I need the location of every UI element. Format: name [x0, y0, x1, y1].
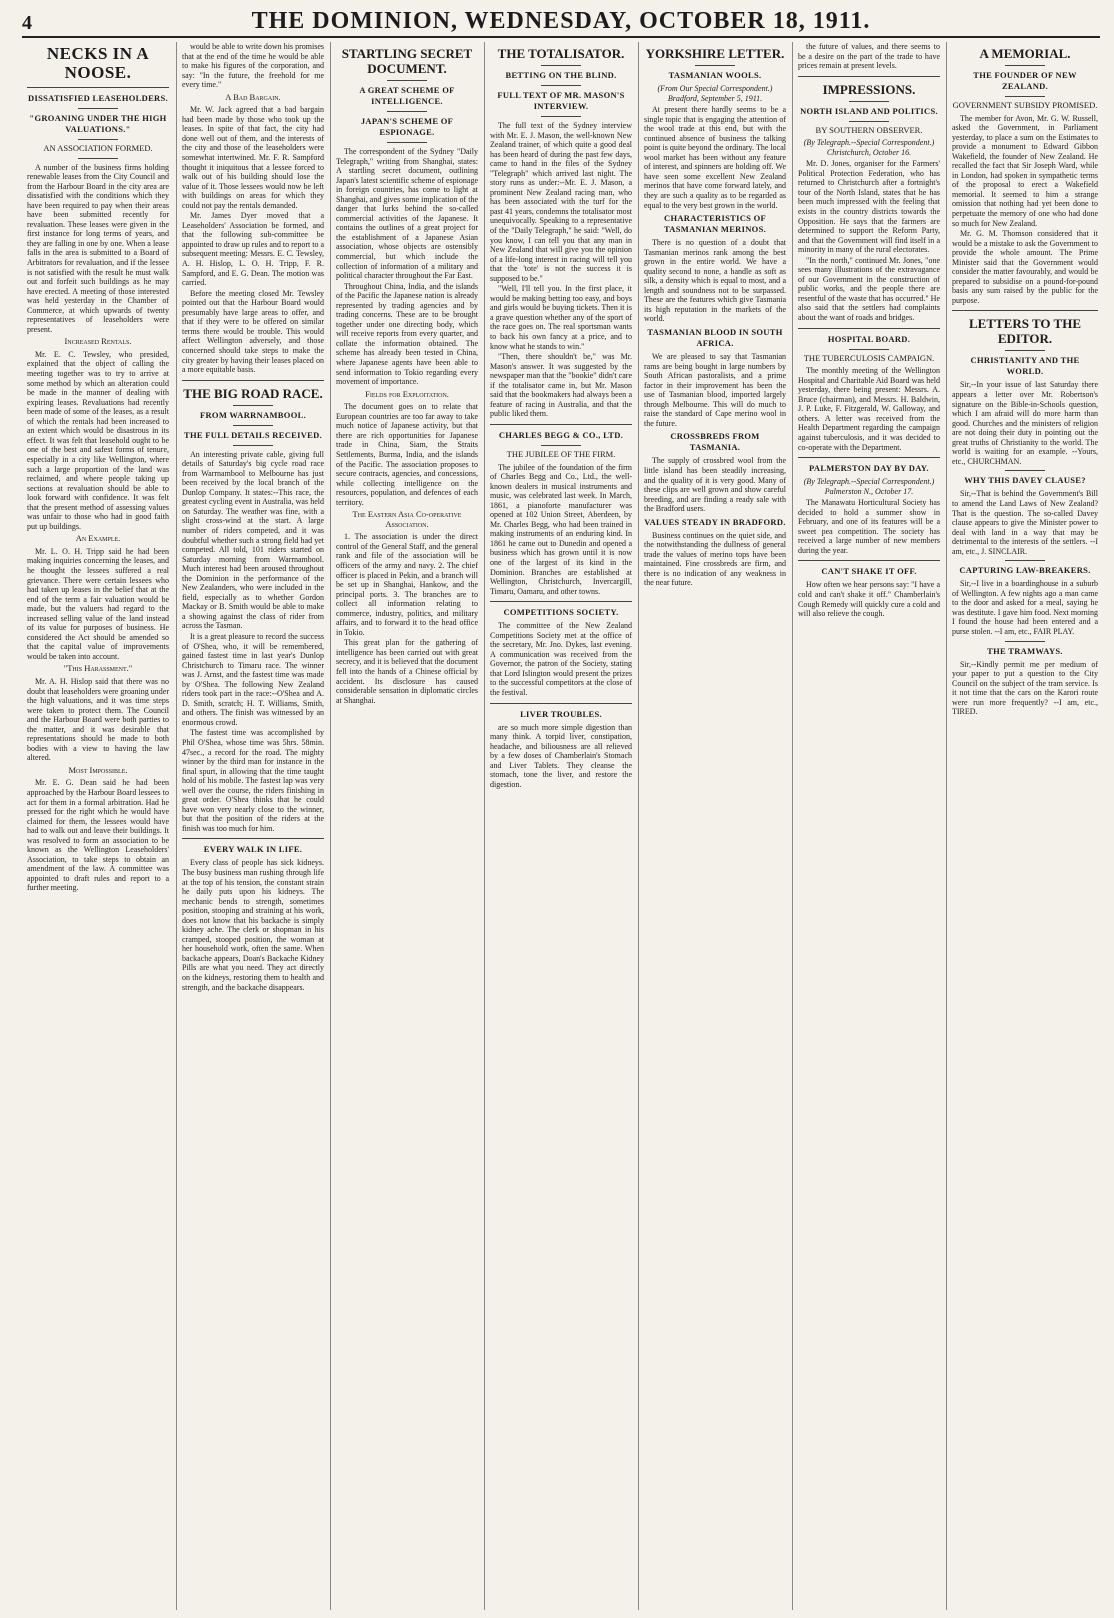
headline-competitions: COMPETITIONS SOCIETY. — [503, 607, 619, 618]
subhead-espionage: JAPAN'S SCHEME OF ESPIONAGE. — [360, 116, 454, 137]
divider — [541, 65, 581, 66]
article-paragraph: would be able to write down his promises that at the end of the time he would be able to make his figures of the corporation, and say: "In the future, the freehold for me every time." — [182, 42, 324, 90]
headline-cant-shake: CAN'T SHAKE IT OFF. — [821, 566, 917, 577]
divider — [541, 85, 581, 86]
article-paragraph: The monthly meeting of the Wellington Hospital and Charitable Aid Board was held yesterday, there being present: Messrs. A. Bruce (chairman), and Messrs. H. Baldwin, J. P. Luke, F. Fitzgerald, W. Galloway, and others. A letter was received from the Health Department regarding the campaign against tuberculosis, and it was decided to co-operate with the Department. — [798, 366, 940, 452]
headline-impressions: IMPRESSIONS. — [822, 81, 916, 97]
subhead-association: AN ASSOCIATION FORMED. — [43, 143, 153, 153]
divider — [1005, 470, 1045, 471]
section-heading: A Bad Bargain. — [225, 91, 281, 102]
headline-charles-begg: CHARLES BEGG & CO., LTD. — [498, 429, 624, 440]
section-heading: TASMANIAN BLOOD IN SOUTH AFRICA. — [647, 327, 783, 349]
headline-hospital-board: HOSPITAL BOARD. — [827, 333, 911, 344]
headline-yorkshire-letter: YORKSHIRE LETTER. — [645, 46, 785, 61]
divider — [695, 65, 735, 66]
subhead-christianity: CHRISTIANITY AND THE WORLD. — [970, 355, 1080, 377]
article-paragraph: Before the meeting closed Mr. Tewsley pointed out that the Harbour Board would presumably have large areas to offer, and that if they were to be offered on similar terms there would be trouble. This would affect Wellington adversely, and those concerned should take steps to make the city greater by having their leases placed on a more equitable basis. — [182, 288, 324, 375]
headline-palmerston: PALMERSTON DAY BY DAY. — [809, 463, 929, 474]
subhead-tuberculosis: THE TUBERCULOSIS CAMPAIGN. — [803, 352, 935, 363]
divider — [1005, 350, 1045, 351]
column-6 — [792, 42, 945, 1610]
divider — [387, 142, 427, 143]
divider — [233, 425, 273, 426]
letter-paragraph: Sir,--Kindly permit me per medium of your paper to put a question to the City Council on the subject of the tram service. Is it not time that the cars on the Karori route were run more frequently? --I am, etc., TIRED. — [952, 659, 1098, 717]
section-heading: Increased Rentals. — [64, 336, 132, 347]
letter-paragraph: Sir,--I live in a boardinghouse in a suburb of Wellington. A few nights ago a man came to the door and asked for a meal, saying he was destitute. I gave him food. Next morning I found the house had been entered and a purse stolen. --I am, etc., FAIR PLAY. — [952, 579, 1098, 636]
divider — [387, 80, 427, 81]
article-paragraph: Mr. A. H. Hislop said that there was no doubt that leaseholders were groaning under the high valuations, and it was time steps were taken to protect them. The Council and the Harbour Board were both parties to the matter, and it was desirable that representations should be made to both bodies with a view to having the law altered. — [27, 676, 169, 763]
article-paragraph: At present there hardly seems to be a single topic that is engaging the attention of the wool trade at this end, but with the continued absence of business the talking point is quite beyond the ordinary. The local wool market has been without any feature of interest, and spinners are holding off. We have seen some excellent New Zealand merinos that have come forward lately, and they are such a quality as to be regarded as equal to the very best grown in the world. — [644, 105, 786, 210]
subhead-tramways: THE TRAMWAYS. — [987, 645, 1063, 656]
article-paragraph: The member for Avon, Mr. G. W. Russell, asked the Government, in Parliament yesterday, to place a sum on the Estimates to provide a monument to Edward Gibbon Wakefield, the founder of New Zealand. He recalled the fact that Sir Joseph Ward, while in London, had spoken in sympathetic terms of the proposal to erect a Wakefield memorial. It seemed to him a strange omission that nothing had yet been done to perpetuate the memory of one who had done so much for New Zealand. — [952, 113, 1098, 228]
divider — [798, 76, 940, 77]
article-paragraph: The document goes on to relate that European countries are too far away to take much notice of Japanese activity, but that there are rich opportunities for Japanese trade in China, Siam, the Straits Settlements, Burma, India, and the islands of the Pacific. The association proposes to secure contracts, agencies, and concessions, while collecting intelligence on the resources, population, and defences of each territory. — [336, 402, 478, 507]
section-heading: VALUES STEADY IN BRADFORD. — [644, 516, 786, 527]
divider — [1005, 96, 1045, 97]
article-paragraph: The committee of the New Zealand Competitions Society met at the office of the secretary, Mr. Jno. Dykes, last evening. A communication was received from the Governor, the patron of the Society, stating that Lord Islington would present the prizes to the successful competitors at the close of the festival. — [490, 621, 632, 697]
dateline: (By Telegraph.--Special Correspondent.) Christchurch, October 16. — [803, 138, 935, 157]
section-heading: CHARACTERISTICS OF TASMANIAN MERINOS. — [663, 213, 767, 235]
divider — [952, 310, 1098, 311]
article-paragraph: We are pleased to say that Tasmanian rams are being bought in large numbers by South African pastoralists, and a prime factor in their improvement has been the use of Tasmanian blood, imported largely through Melbourne. This will do much to raise the standard of Cape merino wool in the future. — [644, 352, 786, 428]
article-paragraph: This great plan for the gathering of intelligence has been carried out with great secrecy, and it is believed that the document fell into the hands of a Chinese official by accident. Its disclosure has caused considerable sensation in diplomatic circles at Shanghai. — [336, 638, 478, 705]
subhead-subsidy: GOVERNMENT SUBSIDY PROMISED. — [952, 100, 1098, 110]
divider — [78, 158, 118, 159]
subhead-mason-interview: FULL TEXT OF MR. MASON'S INTERVIEW. — [497, 90, 625, 111]
column-7 — [946, 42, 1103, 1610]
subhead-groaning: "GROANING UNDER THE HIGH VALUATIONS." — [29, 113, 167, 134]
masthead-title: THE DOMINION, WEDNESDAY, OCTOBER 18, 1911. — [251, 8, 871, 34]
column-2 — [176, 42, 329, 1610]
column-1 — [22, 42, 174, 1610]
divider — [1005, 65, 1045, 66]
subhead-warrnambool: FROM WARRNAMBOOL. — [200, 409, 306, 420]
headline-startling-secret: STARTLING SECRET DOCUMENT. — [341, 46, 473, 76]
article-paragraph: 1. The association is under the direct control of the General Staff, and the general rank and file of the association will be officers of the army and navy. 2. The chief officer is placed in Pekin, and a branch will be set up in Shanghai, Hankow, and the principal ports. 3. The branches are to collect all information relating to commerce, industry, politics, and military affairs, and to forward it to the head office in Tokio. — [336, 532, 478, 637]
article-paragraph: How often we hear persons say: "I have a cold and can't shake it off." Chamberlain's Cough Remedy will quickly cure a cold and will also relieve the cough. — [798, 580, 940, 619]
article-paragraph: There is no question of a doubt that Tasmanian merinos rank among the best grown in the entire world. We have a quality second to none, a handle as soft as silk, a density which is equal to most, and a length and soundness not to be surpassed. These are the features which give Tasmania its high reputation in the markets of the world. — [644, 238, 786, 324]
subhead-north-island: NORTH ISLAND AND POLITICS. — [800, 105, 938, 116]
headline-necks-in-a-noose: NECKS IN A NOOSE. — [46, 44, 150, 82]
article-paragraph: Mr. E. C. Tewsley, who presided, explained that the object of calling the meeting together was to try to arrive at some method by which an alteration could be made in the manner of dealing with expiring leases. Revaluations had recently been made of some of the leases, as a result of which the rentals had been increased to an extent which would be disastrous in its effect. It was felt that leasehold ought to be one of the best and safest forms of tenure, especially in a city like Wellington, where such a large proportion of the land was reclaimed, and where people taking up sections at revaluation should be able to look forward with confidence. It was felt that the present method of assessing values was unfair to those who had in good faith put up buildings. — [27, 349, 169, 531]
article-paragraph: The correspondent of the Sydney "Daily Telegraph," writing from Shanghai, states: A startling secret document, outlining Japan's latest scientific scheme of espionage in foreign countries, has come to light at Shanghai, and gives some implication of the danger that lurks behind the so-called commercial activities of the Japanese. It contains the outlines of a great project for the establishment of a Japanese Asian association, whose objects are ostensibly commercial, but which include the collection of information of a military and political character throughout the Far East. — [336, 147, 478, 281]
masthead — [22, 6, 1100, 38]
article-paragraph: The full text of the Sydney interview with Mr. E. J. Mason, the well-known New Zealand trainer, of which quite a good deal has been heard of during the past few days, came to hand in the files of the Sydney "Telegraph" which arrived last night. The story runs as under:--Mr. E. J. Mason, a prominent New Zealand racing man, who has been associated with the turf for the past 41 years, condemns the totalisator most unequivocally. Speaking to a representative of the "Daily Telegraph," he said: "Well, do you know, I can tell you that any man in New Zealand that will give you the opinion of a life-long interest in racing will tell you that the 'tote' is not the success it is supposed to be." — [490, 121, 632, 283]
dateline: (From Our Special Correspondent.) Bradford, September 5, 1911. — [657, 84, 773, 103]
divider — [849, 121, 889, 122]
section-heading: "This Harassment." — [63, 663, 133, 674]
subhead-jubilee: THE JUBILEE OF THE FIRM. — [506, 448, 616, 459]
article-paragraph: The supply of crossbred wool from the little island has been steadily increasing, and the quality of it is very good. Many of these clips are well grown and show careful breeding, and are finding a ready sale with the Bradford users. — [644, 456, 786, 514]
divider — [1005, 560, 1045, 561]
article-paragraph: Mr. James Dyer moved that a Leaseholders' Association be formed, and that the following sub-committee be appointed to draw up rules and to report to a subsequent meeting: Messrs. E. C. Tewsley, A. H. Hislop, L. O. H. Tripp, F. R. Sampford, and E. G. Dean. The motion was carried. — [182, 211, 324, 288]
divider — [78, 108, 118, 109]
headline-every-walk: EVERY WALK IN LIFE. — [203, 844, 303, 855]
divider — [387, 111, 427, 112]
divider — [78, 139, 118, 140]
headline-big-road-race: THE BIG ROAD RACE. — [183, 385, 323, 401]
divider — [849, 101, 889, 102]
column-5 — [638, 42, 791, 1610]
subhead-davey-clause: WHY THIS DAVEY CLAUSE? — [964, 475, 1086, 486]
divider — [798, 328, 940, 329]
headline-letters-to-editor: LETTERS TO THE EDITOR. — [968, 316, 1081, 347]
headline-totalisator: THE TOTALISATOR. — [497, 46, 625, 61]
divider — [182, 838, 324, 839]
divider — [490, 601, 632, 602]
divider — [798, 560, 940, 561]
article-paragraph: An interesting private cable, giving full details of Saturday's big cycle road race from Warrnambool to Melbourne has just been received by the local branch of the Dunlop Company. It states:--This race, the greatest cycling event in Australia, was held on Saturday. The weather was fine, with a slight cross-wind at the start. A large number of riders competed, and it was doubtful whether such a strong field had yet competed. All told, 101 riders started on Saturday morning from Warrnambool. Much interest had been aroused throughout the Dominion in the performance of the New Zealanders, who were included in the field, especially as to whether Gordon Mackay or B. Smith would be able to make a showing against the class of rider from across the Tasman. — [182, 449, 324, 631]
subhead-tasmanian-wools: TASMANIAN WOOLS. — [668, 70, 762, 80]
subhead-founder: THE FOUNDER OF NEW ZEALAND. — [973, 70, 1077, 91]
section-heading: An Example. — [75, 533, 121, 544]
article-paragraph: Every class of people has sick kidneys. The busy business man rushing through life at the top of his tension, the constant strain he daily puts upon his kidneys. The mechanic bends to strength, sometimes position, stooping and straining at his work, does not know that his backache is simply kidney ache. The clerk or shopman in his cramped, stooped position, the woman at her household work, often the same. When backache appears, Doan's Backache Kidney Pills are what you need. They act directly on the kidneys, restoring them to health and strength, and the backache disappears. — [182, 858, 324, 992]
subhead-law-breakers: CAPTURING LAW-BREAKERS. — [959, 565, 1091, 576]
byline: BY SOUTHERN OBSERVER. — [815, 124, 923, 135]
dateline: (By Telegraph.--Special Correspondent.) Palmerston N., October 17. — [803, 477, 935, 496]
article-paragraph: A number of the business firms holding renewable leases from the City Council and from the Harbour Board in the city area are dissatisfied with the conditions which they have been required to pay when their areas have been submitted recently for revaluation. These leases were given in the first instance for long terms of years, and they are falling in one by one. When a lease falls in the area is submitted to a Board of Arbitrators for revaluation, and if the lessee is not satisfied with the result he must walk out and forfeit such buildings as he may have erected. A meeting of those interested was held yesterday in the Chamber of Commerce, at which upwards of twenty representatives of leaseholders were present. — [27, 162, 169, 334]
letter-paragraph: Sir,--In your issue of last Saturday there appears a letter over Mr. Robertson's signature on the Bible-in-Schools question, which I am afraid will do more harm than good. Churches and the ministers of religion are not doing their duty in pointing out the great truths of Christianity to the world. The world is waiting for an example. --Yours, etc., CHURCHMAN. — [952, 380, 1098, 466]
section-heading: Most Impossible. — [68, 764, 128, 775]
divider — [233, 405, 273, 406]
article-paragraph: "In the north," continued Mr. Jones, "one sees many illustrations of the extravagance of our Government in the construction of public works, and the people there are resentful of the waste that has occurred." He also said that the settlers had complaints about the want of roads and bridges. — [798, 255, 940, 323]
letter-paragraph: Sir,--That is behind the Government's Bill to amend the Land Laws of New Zealand? That is the question. The so-called Davey clause appears to give the Minister power to deal with land in a way that may be detrimental to the interests of the settlers. --I am, etc., J. SINCLAIR. — [952, 489, 1098, 556]
divider — [541, 445, 581, 446]
divider — [182, 380, 324, 381]
article-paragraph: The fastest time was accomplished by Phil O'Shea, whose time was 5hrs. 58min. 47sec., a record for the road. The mighty winner by the third man for instance in the final spurt, in allowing that the time taught hold of his mobile. The fastest lap was very well over the course, the riders finishing in great order. O'Shea thinks that he could have won very nearly close to the winner, but that the position of the riders at the finish was too much for him. — [182, 728, 324, 833]
divider — [1005, 641, 1045, 642]
article-paragraph: are so much more simple digestion than many think. A torpid liver, constipation, headache, and biliousness are all relieved by a few doses of Chamberlain's Stomach and Liver Tablets. They cleanse the stomach, tone the liver, and restore the digestion. — [490, 722, 632, 789]
page-number: 4 — [22, 12, 32, 34]
article-paragraph: The jubilee of the foundation of the firm of Charles Begg and Co., Ltd., the well-known dealers in musical instruments and music, was celebrated last week. In March, 1861, a pianoforte manufacturer was opened at 102 Union Street, Aberdeen, by Mr. Charles Begg, who had been trained in making instruments of an enduring kind. In 1861 he came out to Dunedin and opened a business which has grown until it is now one of the largest of its kind in the Dominion. Branches are established at Wellington, Christchurch, Invercargill, Timaru, Oamaru, and other towns. — [490, 462, 632, 596]
section-heading: CROSSBREDS FROM TASMANIA. — [670, 431, 760, 453]
subhead-full-details: THE FULL DETAILS RECEIVED. — [183, 429, 322, 440]
section-heading: The Eastern Asia Co-operative Association. — [352, 509, 462, 529]
article-paragraph: Throughout China, India, and the islands of the Pacific the Japanese nation is already represented by trading agencies and by trading concerns. These are to be brought together under one directing body, which will receive reports from every quarter, and collate the information obtained. The scheme has already been tested in China, where Japanese agents have been able to send information to Tokio regarding every movement of importance. — [336, 281, 478, 387]
section-heading: Fields for Exploitation. — [365, 388, 449, 399]
divider — [490, 424, 632, 425]
article-paragraph: the future of values, and there seems to be a desire on the part of the trade to have prices remain at present levels. — [798, 42, 940, 71]
subhead-betting: BETTING ON THE BLIND. — [505, 70, 617, 80]
column-3 — [330, 42, 483, 1610]
article-paragraph: Business continues on the quiet side, and the notwithstanding the dullness of general trade the values of merino tops have been maintained. Fine crossbreds are firm, and there is no indication of any weakness in the near future. — [644, 530, 786, 588]
article-paragraph: Mr. E. G. Dean said he had been approached by the Harbour Board lessees to act for them in a formal arbitration. Had he pressed for the right which he would have claimed for them, the lessees would have had to walk out and leave their buildings. It was resolved to form an association to be known as the Wellington Leaseholders' Association, to take steps to obtain an amendment of the law. A committee was appointed to draft rules and report to a further meeting. — [27, 778, 169, 893]
headline-memorial: A MEMORIAL. — [979, 46, 1071, 61]
article-paragraph: "Well, I'll tell you. In the first place, it would be making betting too easy, and boys and girls would be buying tickets. Then it is a grave question whether any of the sport of the race goes on. The real sportsman wants to back his own fancy at a price, and to know what he stands to win." — [490, 284, 632, 351]
headline-liver-troubles: LIVER TROUBLES. — [520, 708, 602, 719]
column-4 — [484, 42, 637, 1610]
article-paragraph: Mr. L. O. H. Tripp said he had been making inquiries concerning the leases, and he thought the lessees suffered a real grievance. There were certain lessees who had taken up leases in the belief that at the end of the term a fair valuation would be made, but the valuers had regard to the increased selling value of the land instead of its value for purposes of business. He considered the Act should be amended so that the capital value of improvements would be taken into account. — [27, 546, 169, 661]
divider — [798, 457, 940, 458]
subhead-intelligence: A GREAT SCHEME OF INTELLIGENCE. — [359, 85, 455, 106]
article-paragraph: "Then, there shouldn't be," was Mr. Mason's answer. It was suggested by the newspaper man that the "bookie" didn't care if the totalisator came in, but Mr. Mason said that the bookmakers had always been a feature of racing in Australia, and that the public liked them. — [490, 352, 632, 419]
article-paragraph: Mr. G. M. Thomson considered that it would be a mistake to ask the Government to provide the whole amount. The Prime Minister said that the Government would consider the matter favourably, and would be prepared to subsidise on a pound-for-pound basis any sum raised by the public for the purpose. — [952, 229, 1098, 305]
divider — [233, 445, 273, 446]
divider — [27, 87, 169, 88]
divider — [849, 349, 889, 350]
article-paragraph: It is a great pleasure to record the success of O'Shea, who, it will be remembered, gained fastest time in last year's Dunlop Christchurch to Timaru race. The winner was J. Arnst, and the fastest time was made by O'Shea. The following New Zealand riders took part in the race:--O'Shea and A. D. Smith, scratch; H. T. Williams, Smith, and others. The finish was witnessed by an enormous crowd. — [182, 631, 324, 727]
columns — [22, 42, 1102, 1610]
article-paragraph: Mr. D. Jones, organiser for the Farmers' Political Protection Federation, who has returned to Christchurch after a fortnight's tour of the North Island, states that he has been much impressed with the feeling that exists in the country districts towards the Opposition. He says that the farmers are determined to support the Reform Party, and that the Government will find itself in a minority in many of the rural electorates. — [798, 159, 940, 255]
article-paragraph: Mr. W. Jack agreed that a bad bargain had been made by those who took up the leases. In spite of that fact, the city had done well out of them, and the interests of the city and those of the leaseholders were somewhat intertwined. Mr. F. R. Sampford thought it iniquitous that a lessee forced to walk out of his building should lose the value of it. Those lessees would now be left with buildings on areas for which they could not pay the rentals demanded. — [182, 105, 324, 210]
subhead-dissatisfied: DISSATISFIED LEASEHOLDERS. — [28, 93, 168, 103]
article-paragraph: The Manawatu Horticultural Society has decided to hold a summer show in February, and one of its features will be a sweet pea competition. The society has received a large number of new members during the year. — [798, 498, 940, 555]
divider — [490, 703, 632, 704]
divider — [541, 116, 581, 117]
